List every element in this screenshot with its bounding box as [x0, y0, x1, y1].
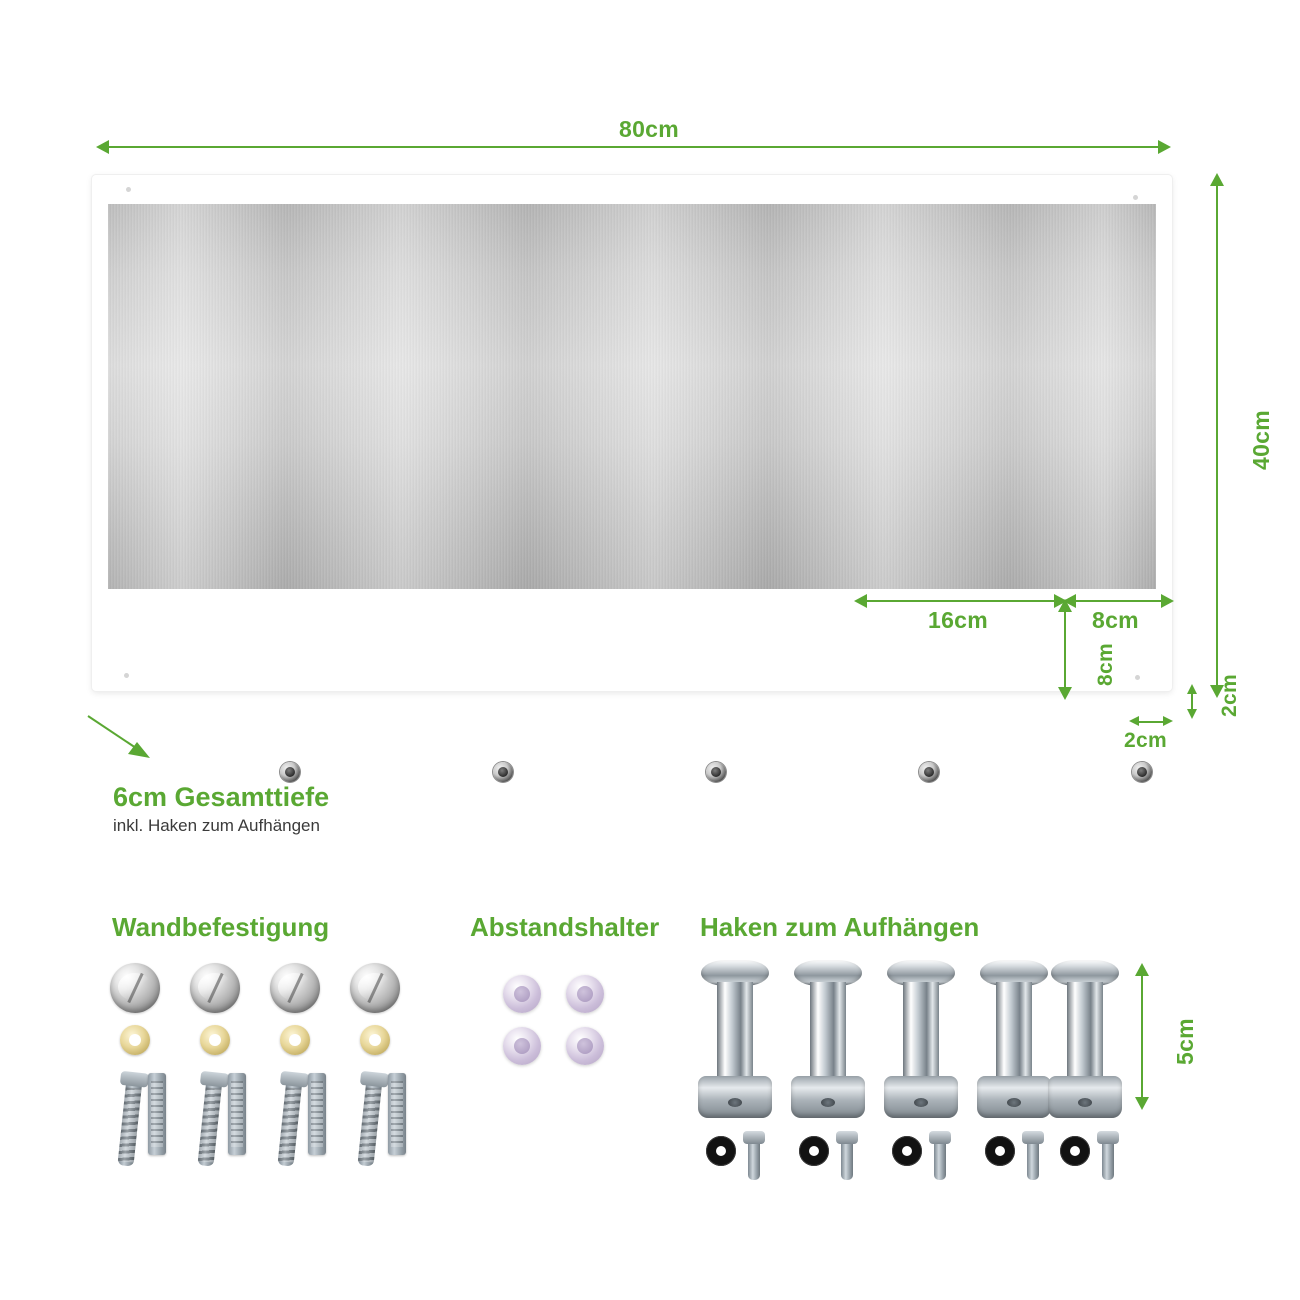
panel-corner-dot	[124, 673, 129, 678]
dimension-label-edge-right: 8cm	[1092, 607, 1139, 633]
section-title-wandbefestigung: Wandbefestigung	[112, 912, 330, 942]
mounting-hole	[1132, 762, 1152, 782]
depth-subtitle: inkl. Haken zum Aufhängen	[113, 816, 320, 835]
washer-icon	[120, 1025, 150, 1055]
arrowhead-spacing-left	[854, 594, 867, 608]
dimension-line-height	[1216, 182, 1218, 692]
washer-icon	[360, 1025, 390, 1055]
arrowhead-edge-right-right	[1161, 594, 1174, 608]
small-screw-icon	[1027, 1138, 1039, 1180]
spacer-icon	[503, 975, 541, 1013]
panel-corner-dot	[126, 187, 131, 192]
dimension-label-edge-bottom: 8cm	[1094, 643, 1117, 686]
washer-ring-icon	[985, 1136, 1015, 1166]
small-screw-icon	[1102, 1138, 1114, 1180]
washer-ring-icon	[706, 1136, 736, 1166]
arrowhead-margin-bottom-bottom	[1187, 709, 1197, 719]
arrowhead-margin-right-right	[1163, 716, 1173, 726]
splashback-panel	[92, 175, 1172, 691]
mounting-hole	[706, 762, 726, 782]
mounting-hole	[919, 762, 939, 782]
screw-icon	[277, 1077, 302, 1166]
dimension-line-edge-right	[1071, 600, 1169, 602]
washer-icon	[200, 1025, 230, 1055]
washer-ring-icon	[799, 1136, 829, 1166]
dimension-label-margin-right: 2cm	[1124, 729, 1167, 752]
dimension-label-height: 40cm	[1248, 409, 1274, 470]
dimension-line-hole-spacing	[862, 600, 1062, 602]
screw-head-icon	[110, 963, 160, 1013]
wall-hook-icon	[698, 960, 772, 1118]
small-screw-icon	[934, 1138, 946, 1180]
arrowhead-edge-bottom-bottom	[1058, 687, 1072, 700]
wall-plug-icon	[388, 1073, 406, 1155]
screw-icon	[357, 1077, 382, 1166]
wall-plug-icon	[308, 1073, 326, 1155]
washer-ring-icon	[892, 1136, 922, 1166]
panel-corner-dot	[1135, 675, 1140, 680]
washer-icon	[280, 1025, 310, 1055]
arrowhead-width-left	[96, 140, 109, 154]
spacer-icon	[503, 1027, 541, 1065]
brushed-metal-surface	[108, 204, 1156, 589]
wall-hook-icon	[1048, 960, 1122, 1118]
mounting-hole	[493, 762, 513, 782]
arrowhead-height-top	[1210, 173, 1224, 186]
depth-title: 6cm Gesamttiefe	[113, 782, 330, 812]
screw-icon	[197, 1077, 222, 1166]
arrowhead-margin-right-left	[1129, 716, 1139, 726]
dimension-label-hook-height: 5cm	[1172, 1018, 1198, 1065]
small-screw-icon	[748, 1138, 760, 1180]
dimension-line-hook-height	[1141, 972, 1143, 1104]
screw-head-icon	[270, 963, 320, 1013]
wall-hook-icon	[791, 960, 865, 1118]
depth-arrow-icon	[80, 712, 200, 772]
section-title-abstandshalter: Abstandshalter	[470, 912, 660, 942]
spacer-icon	[566, 1027, 604, 1065]
dimension-label-width: 80cm	[619, 116, 680, 142]
arrowhead-edge-bottom-top	[1058, 599, 1072, 612]
screw-head-icon	[350, 963, 400, 1013]
arrowhead-hook-height-bottom	[1135, 1097, 1149, 1110]
section-title-haken: Haken zum Aufhängen	[700, 912, 980, 942]
arrowhead-margin-bottom-top	[1187, 684, 1197, 694]
panel-corner-dot	[1133, 195, 1138, 200]
dimension-label-hole-spacing: 16cm	[928, 607, 989, 633]
dimension-line-width	[103, 146, 1167, 148]
dimension-label-margin-bottom: 2cm	[1218, 674, 1241, 717]
wall-hook-icon	[884, 960, 958, 1118]
dimension-line-edge-bottom	[1064, 608, 1066, 694]
small-screw-icon	[841, 1138, 853, 1180]
wall-plug-icon	[148, 1073, 166, 1155]
screw-head-icon	[190, 963, 240, 1013]
arrowhead-width-right	[1158, 140, 1171, 154]
wall-plug-icon	[228, 1073, 246, 1155]
wall-hook-icon	[977, 960, 1051, 1118]
screw-icon	[117, 1077, 142, 1166]
mounting-hole	[280, 762, 300, 782]
washer-ring-icon	[1060, 1136, 1090, 1166]
arrowhead-hook-height-top	[1135, 963, 1149, 976]
spacer-icon	[566, 975, 604, 1013]
